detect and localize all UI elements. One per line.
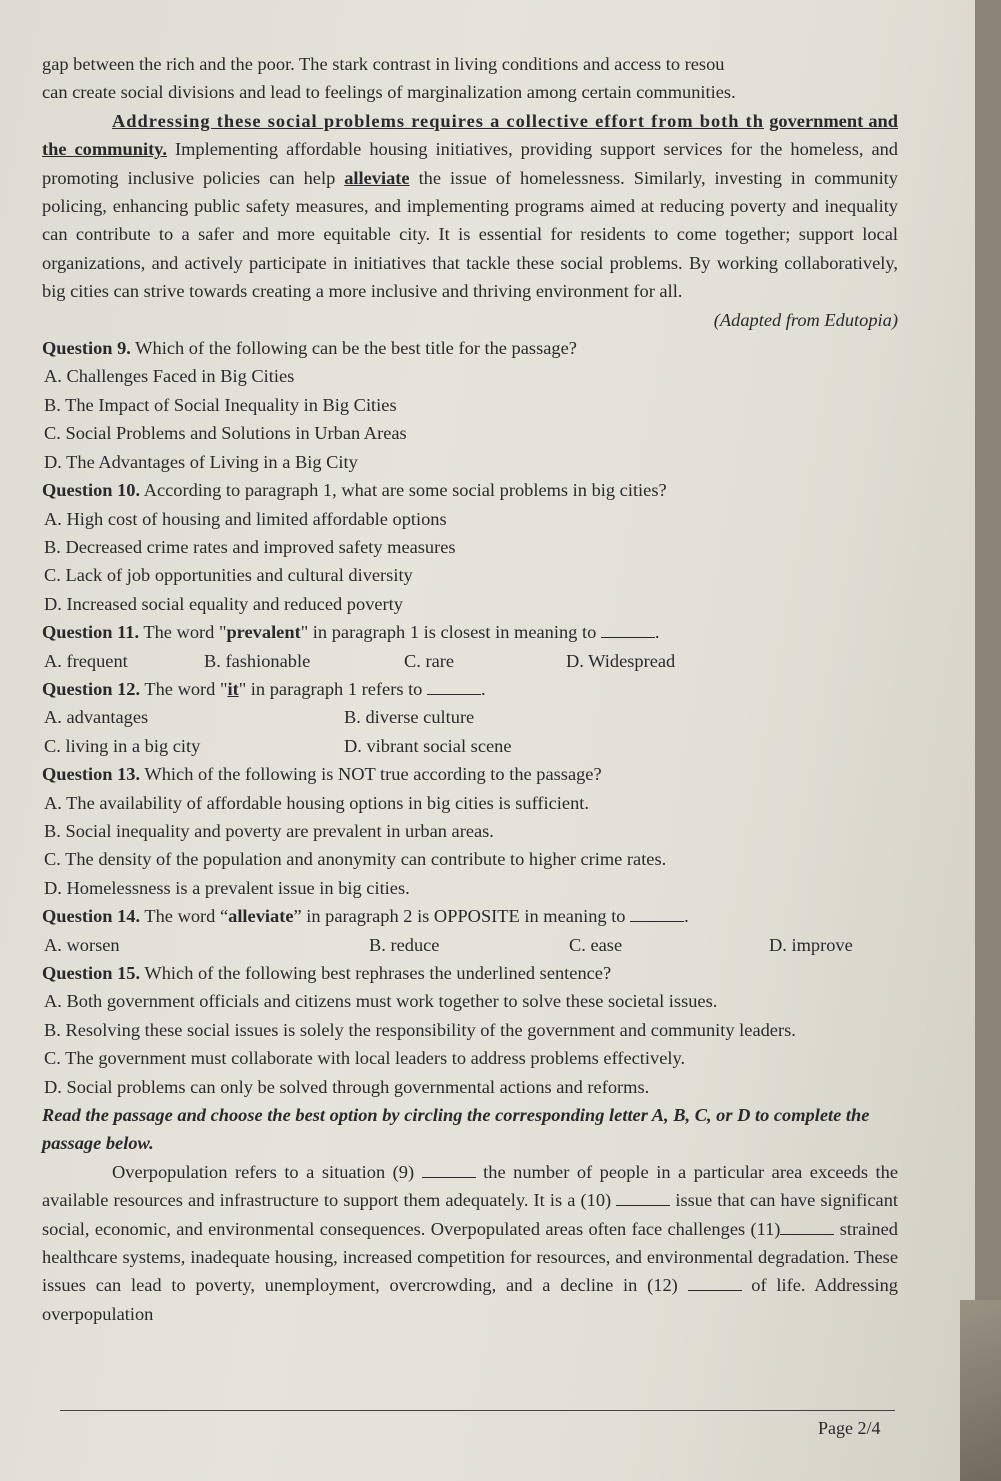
question-9-label: Question 9. <box>42 338 131 359</box>
q10-option-b[interactable]: B. Decreased crime rates and improved safety measures <box>44 536 456 557</box>
q14-options <box>42 931 898 959</box>
question-12-text-b: " in paragraph 1 refers to <box>238 678 423 699</box>
q9-option-d[interactable]: D. The Advantages of Living in a Big City <box>44 451 358 472</box>
q12-options-row-2 <box>42 732 898 760</box>
question-11-text-a: The word " <box>139 622 227 643</box>
paragraph-2-text-a: Implementing affordable housing initiatives, providing support services for the homeless, and promoting inclusive policies can help <box>42 139 898 188</box>
footer-divider <box>60 1410 895 1411</box>
q15-option-a[interactable]: A. Both government officials and citizens must work together to solve these societal issues. <box>44 991 718 1012</box>
question-11-label: Question 11. <box>42 622 140 643</box>
q10-option-c[interactable]: C. Lack of job opportunities and cultural diversity <box>44 565 413 586</box>
question-11-text-b: " in paragraph 1 is closest in meaning to <box>300 622 597 643</box>
q9-option-a[interactable]: A. Challenges Faced in Big Cities <box>44 366 295 387</box>
passage-paragraph-2 <box>42 107 898 306</box>
q10-option-d[interactable]: D. Increased social equality and reduced poverty <box>44 593 403 614</box>
question-10-text: According to paragraph 1, what are some social problems in big cities? <box>140 480 667 501</box>
question-13-text: Which of the following is NOT true according to the passage? <box>140 764 602 785</box>
q13-option-d[interactable]: D. Homelessness is a prevalent issue in big cities. <box>44 877 410 898</box>
blank-9[interactable] <box>422 1161 476 1178</box>
q9-option-b[interactable]: B. The Impact of Social Inequality in Big Cities <box>44 394 397 415</box>
q12-option-c[interactable]: C. living in a big city <box>44 735 201 756</box>
cloze-passage <box>42 1158 898 1328</box>
q14-option-b[interactable]: B. reduce <box>369 934 440 955</box>
q11-option-d[interactable]: D. Widespread <box>566 650 676 671</box>
blank-11[interactable] <box>780 1218 834 1235</box>
question-10-label: Question 10. <box>42 480 141 501</box>
q9-option-c[interactable]: C. Social Problems and Solutions in Urban Areas <box>44 423 407 444</box>
question-12-word: it <box>227 678 239 699</box>
question-14-text-b: ” in paragraph 2 is OPPOSITE in meaning to <box>293 906 626 927</box>
question-15-text: Which of the following best rephrases the underlined sentence? <box>140 963 612 983</box>
cloze-text-2: the number of people in a particular area exceeds the available resources and infrastructure to support them adequately. It is a (10) <box>42 1161 898 1211</box>
source-citation: (Adapted from Edutopia) <box>713 309 898 330</box>
q15-option-b[interactable]: B. Resolving these social issues is solely the responsibility of the government and community leaders. <box>44 1019 796 1040</box>
cloze-instruction: Read the passage and choose the best option by circling the corresponding letter A, B, C, or D to complete the passage below. <box>42 1105 870 1154</box>
q13-option-a[interactable]: A. The availability of affordable housing options in big cities is sufficient. <box>44 792 589 813</box>
q12-options-row-1 <box>42 703 898 731</box>
q15-option-c[interactable]: C. The government must collaborate with local leaders to address problems effectively. <box>44 1048 686 1069</box>
underlined-sentence-part-1: Addressing these social problems requires a collective effort from both th <box>112 110 765 131</box>
blank-10[interactable] <box>616 1189 670 1206</box>
q12-option-b[interactable]: B. diverse culture <box>344 707 475 728</box>
question-15 <box>42 959 898 987</box>
question-12: Question 12. The word "it" in paragraph 1 refers to . <box>42 678 486 699</box>
question-11: Question 11. The word "prevalent" in paragraph 1 is closest in meaning to . <box>42 622 660 643</box>
question-12-label: Question 12. <box>42 678 141 699</box>
q11-option-b[interactable]: B. fashionable <box>204 650 311 671</box>
q11-option-a[interactable]: A. frequent <box>44 650 128 671</box>
question-14-word: alleviate <box>228 906 294 927</box>
underlined-sentence-part-2: government and the community. <box>42 110 899 160</box>
q14-option-a[interactable]: A. worsen <box>44 934 120 955</box>
background-edge <box>960 1300 1001 1481</box>
question-9-text: Which of the following can be the best title for the passage? <box>130 338 577 359</box>
cloze-text-4: strained healthcare systems, inadequate housing, increased competition for resources, and environmental degradation. These issues can lead to poverty, unemployment, overcrowding, and a decline in (12) <box>42 1218 898 1296</box>
q11-options <box>42 647 898 675</box>
question-10 <box>42 476 898 504</box>
q14-option-d[interactable]: D. improve <box>769 934 853 955</box>
question-11-word: prevalent <box>226 622 301 643</box>
question-14: Question 14. The word “alleviate” in paragraph 2 is OPPOSITE in meaning to . <box>42 906 689 927</box>
page-content <box>42 50 898 1328</box>
answer-blank <box>630 905 684 922</box>
question-14-text-a: The word “ <box>140 906 229 927</box>
q12-option-d[interactable]: D. vibrant social scene <box>344 735 512 756</box>
cloze-text-3: issue that can have significant social, economic, and environmental consequences. Overpopulated areas often face challenges (11) <box>42 1190 899 1239</box>
q14-option-c[interactable]: C. ease <box>569 934 623 955</box>
q12-option-a[interactable]: A. advantages <box>44 707 149 728</box>
q13-option-b[interactable]: B. Social inequality and poverty are prevalent in urban areas. <box>44 820 494 841</box>
blank-12[interactable] <box>688 1274 742 1291</box>
question-12-text-a: The word " <box>140 678 228 699</box>
paragraph-2-text-b: the issue of homelessness. Similarly, investing in community policing, enhancing public safety measures, and implementing programs aimed at reducing poverty and inequality can contribute to a safer and more equitable city. It is essential for residents to come together; support local organizations, and actively participate in initiatives that tackle these social problems. By working collaboratively, big cities can strive towards creating a more inclusive and thriving environment for all. <box>42 167 898 302</box>
question-9 <box>42 334 898 362</box>
cloze-text-1: Overpopulation refers to a situation (9) <box>112 1161 422 1182</box>
question-15-label: Question 15. <box>42 963 141 983</box>
cloze-text-5: of life. Addressing overpopulation <box>42 1275 898 1324</box>
q11-option-c[interactable]: C. rare <box>404 650 455 671</box>
q15-option-d[interactable]: D. Social problems can only be solved through governmental actions and reforms. <box>44 1076 650 1097</box>
answer-blank <box>601 621 655 638</box>
keyword-alleviate: alleviate <box>344 167 410 188</box>
page-number: Page 2/4 <box>818 1418 881 1438</box>
answer-blank <box>427 678 481 695</box>
question-13 <box>42 760 898 788</box>
q10-option-a[interactable]: A. High cost of housing and limited affordable options <box>44 508 447 529</box>
passage-line-1: gap between the rich and the poor. The stark contrast in living conditions and access to resou <box>42 54 725 74</box>
passage-line-2: can create social divisions and lead to feelings of marginalization among certain communities. <box>42 82 736 103</box>
q13-option-c[interactable]: C. The density of the population and anonymity can contribute to higher crime rates. <box>44 849 667 870</box>
question-13-label: Question 13. <box>42 764 141 785</box>
question-14-label: Question 14. <box>42 906 141 927</box>
